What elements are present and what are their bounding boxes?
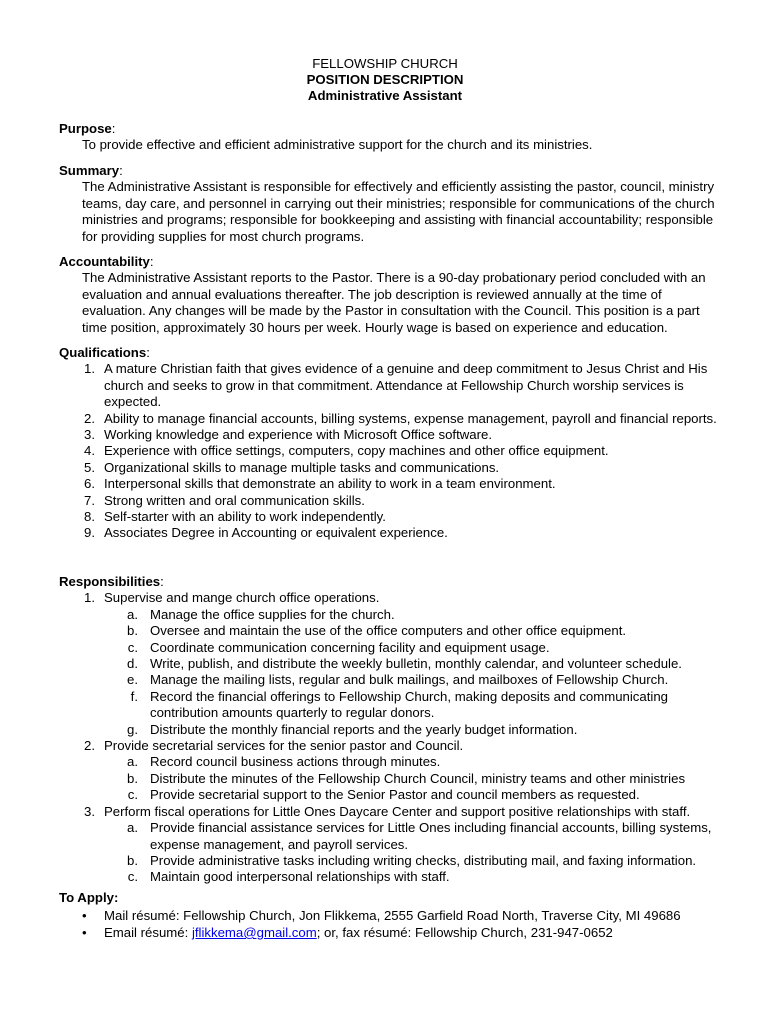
sub-list-item: e. Manage the mailing lists, regular and bulk mailings, and mailboxes of Fellowship Church.	[127, 672, 669, 688]
qualifications-list	[59, 361, 719, 541]
section-heading: Responsibilities:	[59, 574, 164, 589]
responsibilities-section	[59, 574, 719, 886]
summary-section	[59, 163, 719, 245]
sub-list	[104, 820, 719, 886]
apply-section	[59, 889, 719, 941]
list-item: 7. Strong written and oral communication skills.	[84, 492, 365, 508]
doc-type: POSITION DESCRIPTION	[306, 72, 464, 88]
list-item: 5. Organizational skills to manage multiple tasks and communications.	[84, 459, 500, 475]
accountability-section	[59, 254, 719, 336]
section-heading: Accountability:	[59, 254, 154, 269]
list-item: 1. Supervise and mange church office operations. a. Manage the office supplies for the church. b. Oversee and maintain the use of the office computers and other office equipment. c. Coordinate communication concerning facility and equipment usage. d. Write, publish, and distribute the weekly bulletin, monthly calendar, and volunteer schedule. e. Manage the mailing lists, regular and bulk mailings, and mailboxes of Fellowship Church. f. Record the financial offerings to Fellowship Church, making deposits and communicating contribution amounts quarterly to regular donors. g. Distribute the monthly financial reports and the yearly budget information.	[59, 590, 719, 738]
section-heading: Summary:	[59, 163, 123, 178]
sub-list-item: d. Write, publish, and distribute the weekly bulletin, monthly calendar, and volunteer schedule.	[127, 656, 682, 672]
bullet: •	[82, 908, 87, 923]
section-heading: Qualifications:	[59, 345, 150, 360]
sub-list-item: c. Coordinate communication concerning facility and equipment usage.	[127, 639, 550, 655]
responsibilities-list	[59, 590, 719, 885]
sub-list-item: g. Distribute the monthly financial reports and the yearly budget information.	[127, 721, 578, 737]
sub-list-item: a. Provide financial assistance services for Little Ones including financial accounts, billing systems, expense management, and payroll services.	[127, 820, 712, 852]
list-item: 3. Perform fiscal operations for Little Ones Daycare Center and support positive relationships with staff. a. Provide financial assistance services for Little Ones including financial accounts, billing systems, expense management, and payroll services. b. Provide administrative tasks including writing checks, distributing mail, and faxing information. c. Maintain good interpersonal relationships with staff.	[59, 804, 719, 886]
sub-list-item: f. Record the financial offerings to Fellowship Church, making deposits and communicating contribution amounts quarterly to regular donors.	[130, 688, 669, 721]
sub-list-item: c. Maintain good interpersonal relationships with staff.	[127, 869, 450, 885]
purpose-text: To provide effective and efficient administrative support for the church and its ministries.	[82, 137, 593, 153]
document-header	[0, 56, 770, 105]
list-item: 6. Interpersonal skills that demonstrate an ability to work in a team environment.	[84, 476, 556, 492]
list-item: 8. Self-starter with an ability to work independently.	[84, 509, 386, 525]
qualifications-section	[59, 345, 719, 542]
list-item: • Email résumé: jflikkema@gmail.com; or, fax résumé: Fellowship Church, 231-947-0652	[82, 925, 613, 940]
bullet: •	[82, 925, 87, 940]
list-item: 4. Experience with office settings, computers, copy machines and other office equipment.	[84, 443, 609, 459]
sub-list	[104, 607, 719, 738]
sub-list-item: a. Record council business actions through minutes.	[127, 754, 441, 770]
list-item: 9. Associates Degree in Accounting or equivalent experience.	[84, 525, 448, 541]
sub-list-item: b. Provide administrative tasks including writing checks, distributing mail, and faxing information.	[127, 852, 697, 868]
sub-list-item: c. Provide secretarial support to the Senior Pastor and council members as requested.	[127, 787, 640, 803]
list-item	[59, 907, 719, 924]
sub-list-item: b. Oversee and maintain the use of the office computers and other office equipment.	[127, 623, 627, 639]
section-heading: Purpose:	[59, 121, 116, 136]
list-item: 2. Provide secretarial services for the senior pastor and Council. a. Record council business actions through minutes. b. Distribute the minutes of the Fellowship Church Council, ministry teams and other ministries c. Provide secretarial support to the Senior Pastor and council members as requested.	[59, 738, 719, 804]
list-item: 2. Ability to manage financial accounts, billing systems, expense management, payroll and financial reports.	[84, 410, 717, 426]
purpose-section	[59, 121, 719, 154]
sub-list-item: a. Manage the office supplies for the church.	[127, 606, 395, 622]
list-item: 3. Working knowledge and experience with Microsoft Office software.	[84, 427, 492, 443]
section-heading: To Apply:	[59, 890, 119, 905]
sub-list	[104, 754, 719, 803]
email-link[interactable]: jflikkema@gmail.com	[191, 925, 317, 940]
mail-line: Mail résumé: Fellowship Church, Jon Flikkema, 2555 Garfield Road North, Traverse City, MI 49686	[104, 908, 681, 923]
apply-list	[59, 907, 719, 941]
summary-text: The Administrative Assistant is responsible for effectively and efficiently assisting the pastor, council, ministry teams, day care, and personnel in carrying out their ministries; responsible for communications of the church ministries and programs; responsible for bookkeeping and assisting with financial accountability; responsible for providing supplies for most church programs.	[82, 179, 715, 244]
org-name: FELLOWSHIP CHURCH	[312, 56, 458, 71]
accountability-text: The Administrative Assistant reports to the Pastor. There is a 90-day probationary period concluded with an evaluation and annual evaluations thereafter. The job description is reviewed annually at the time of evaluation. Any changes will be made by the Pastor in consultation with the Council. This position is a part time position, approximately 30 hours per week. Hourly wage is based on experience and education.	[82, 270, 706, 335]
list-item: 1. A mature Christian faith that gives evidence of a genuine and deep commitment to Jesus Christ and His church and seeks to grow in that commitment. Attendance at Fellowship Church worship services is expected.	[84, 361, 708, 410]
position-title: Administrative Assistant	[307, 88, 463, 104]
sub-list-item: b. Distribute the minutes of the Fellowship Church Council, ministry teams and other ministries	[127, 770, 686, 786]
